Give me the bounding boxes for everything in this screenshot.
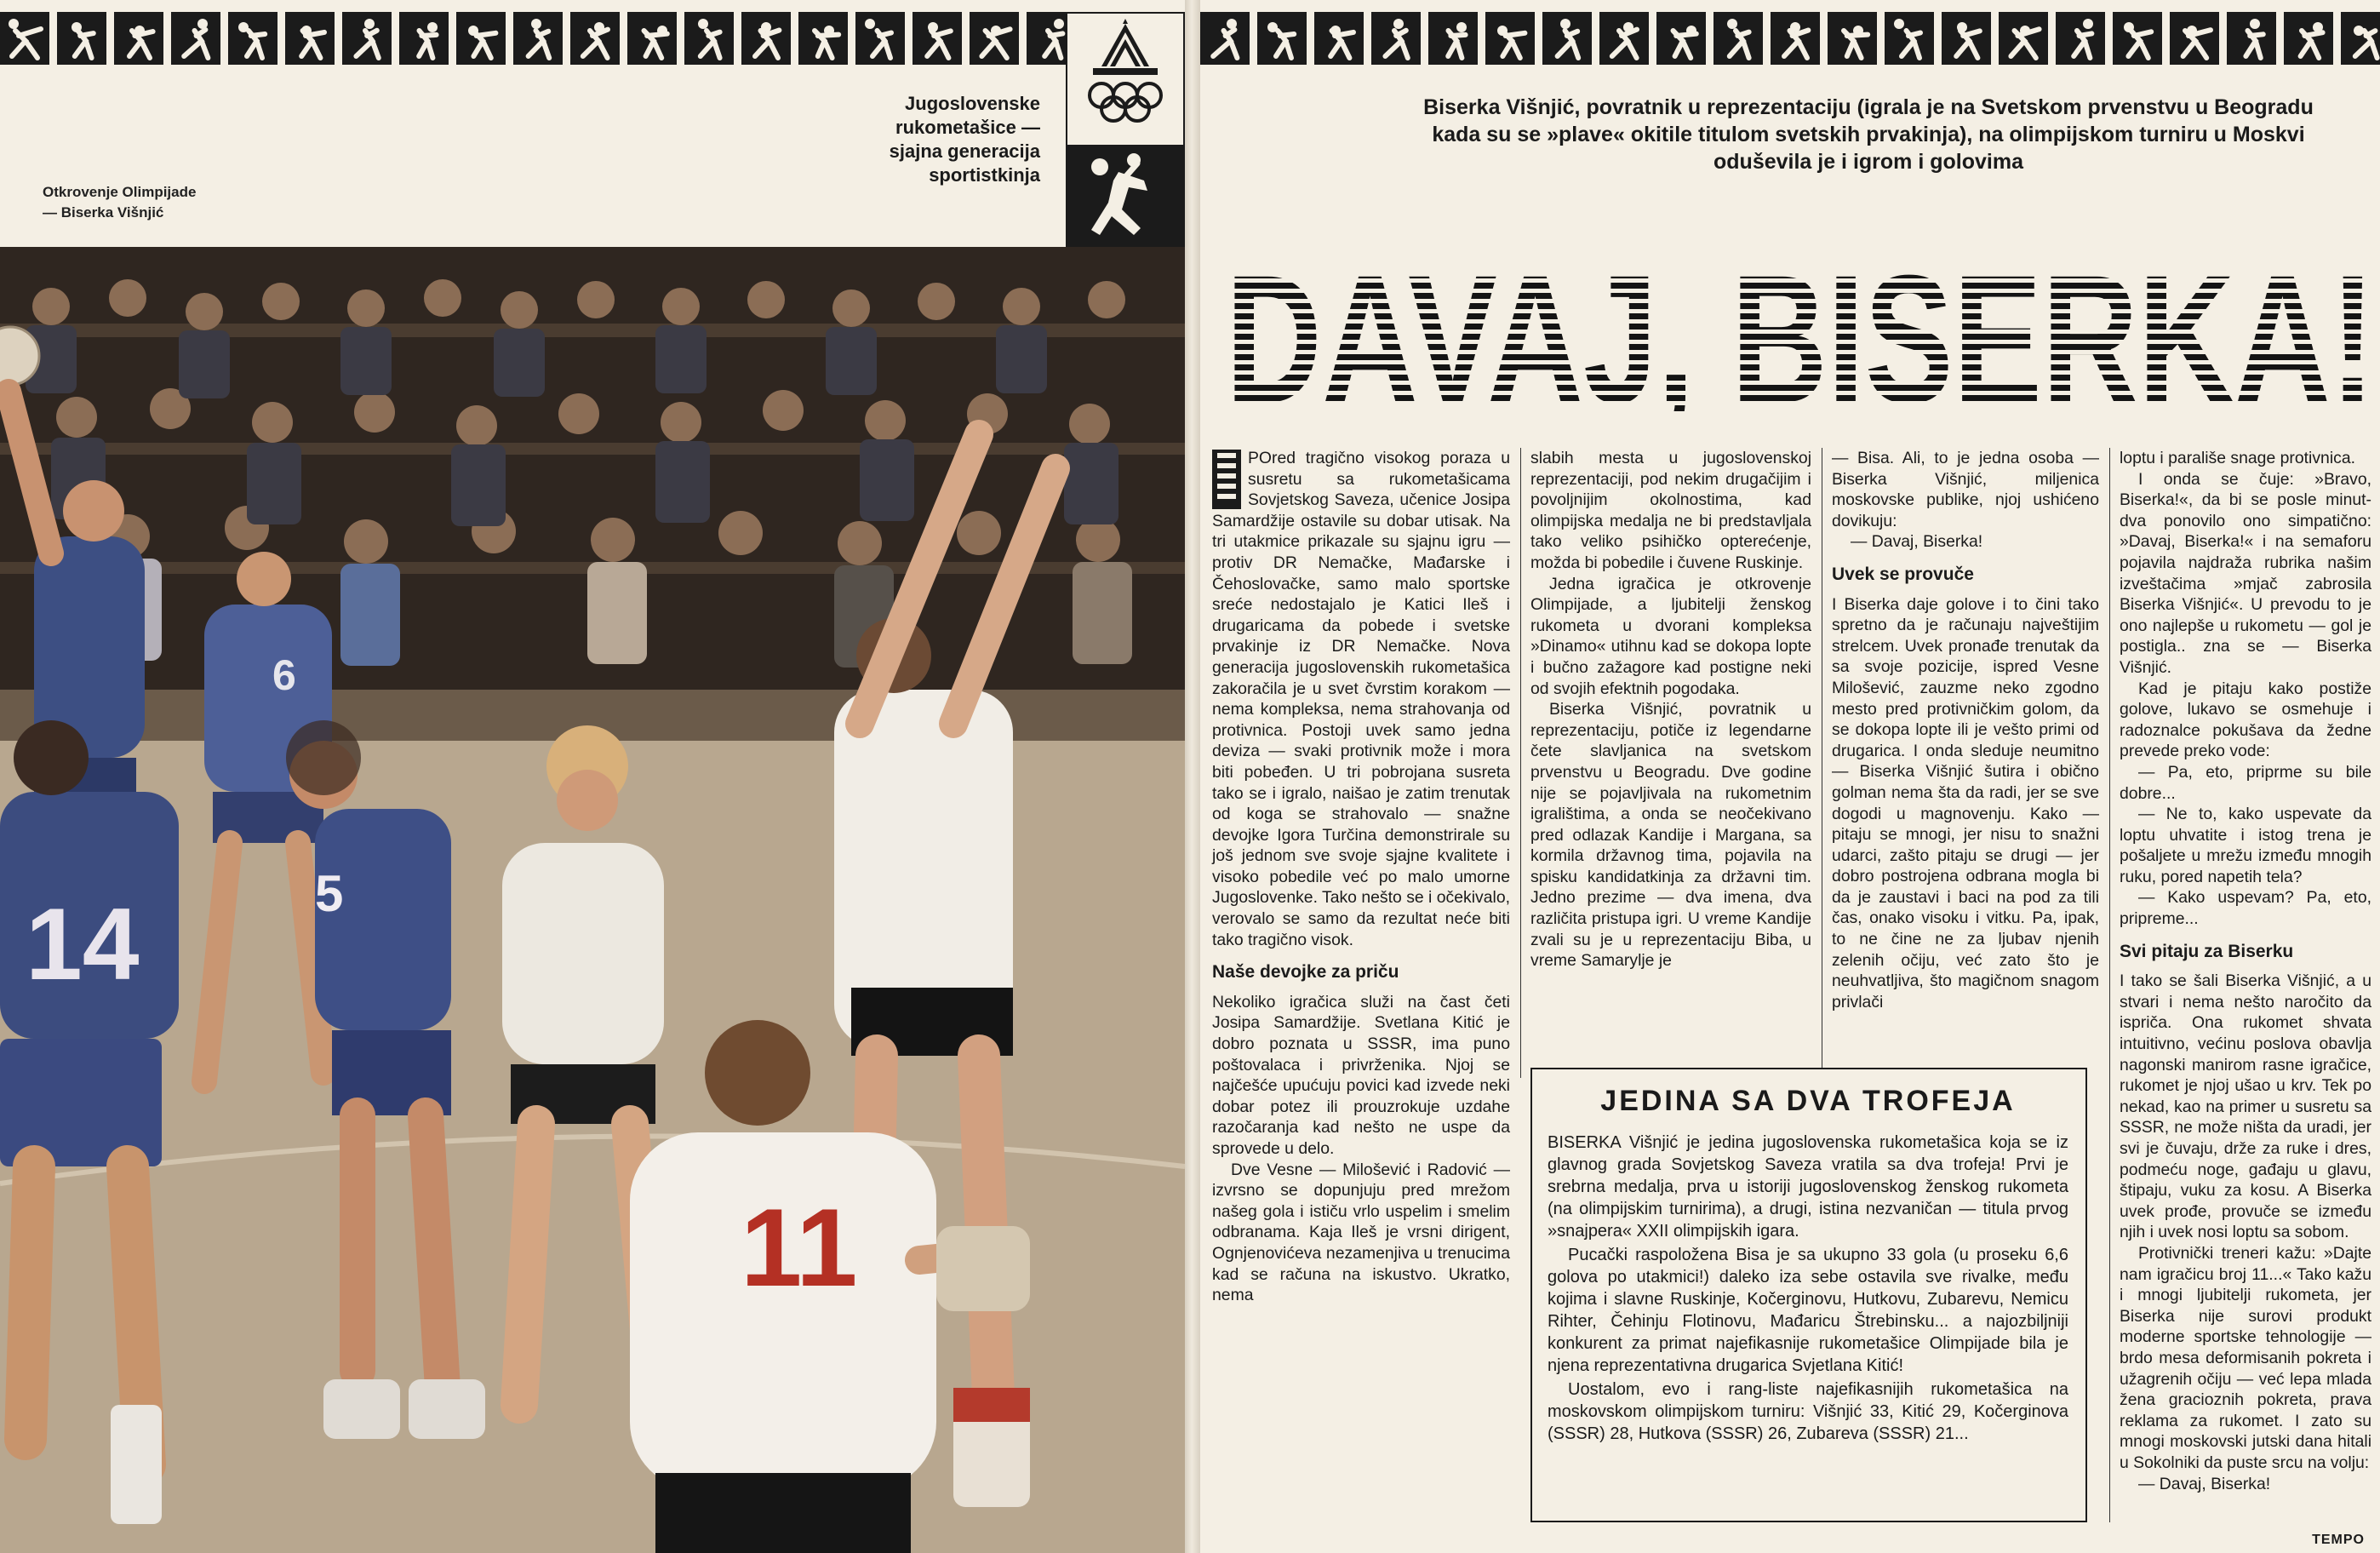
rowing-icon bbox=[570, 12, 620, 65]
shooting-icon bbox=[342, 12, 392, 65]
jersey-number: 5 bbox=[315, 865, 344, 922]
article-paragraph: — Pa, eto, priprme su bile dobre... bbox=[2120, 762, 2371, 803]
hockey-icon bbox=[684, 12, 734, 65]
sidebar-paragraph: Pucački raspoložena Bisa je sa ukupno 33 gola (u proseku 6,6 golova po utakmici!) daleko iza sebe ostavila sve rivalke, među kojima i slavne Ruskinje, Kočerginovu, Hutkovu, Zubarevu, Nemicu Rihter, Čehinju Flotinovu, Mađaricu Štrebinsku... a najozbiljniji konkurent za primat najefikasnije rukometašice Olimpijade bila je njena reprezentativna drugarica Svjetlana Kitić! bbox=[1548, 1246, 2068, 1375]
kicker-line: rukometašice — bbox=[895, 117, 1040, 138]
handball-pictogram-icon bbox=[1066, 146, 1185, 247]
judo-icon bbox=[285, 12, 335, 65]
diving-icon bbox=[741, 12, 791, 65]
football-icon bbox=[970, 12, 1019, 65]
article-lead: Biserka Višnjić, povratnik u reprezentaciju (igrala je na Svetskom prvenstvu u Beogradu kada su se »plave« okitile titulom svetskih prvakinja), na olimpijskom turniru u Moskvi oduševila je i igrom i golovima bbox=[1423, 95, 2314, 174]
diving-icon bbox=[1942, 12, 1991, 65]
olympic-emblem-column bbox=[1066, 12, 1185, 247]
article-paragraph: slabih mesta u jugoslovenskoj reprezentaciji, pod nekim drugačijim i povoljnijim okolnostima, kad olimpijska medalja ne bi predstavljala tako veliko psihičko opterećenje, možda bi pobedile i čuvene Ruskinje. bbox=[1530, 449, 1811, 572]
sidebar-box-title: JEDINA SA DVA TROFEJA bbox=[1600, 1085, 2016, 1117]
subheading: Naše devojke za priču bbox=[1212, 962, 1399, 983]
judo-icon bbox=[1485, 12, 1535, 65]
equestrian-icon bbox=[399, 12, 449, 65]
basketball-icon bbox=[855, 12, 905, 65]
basketball-icon bbox=[2056, 12, 2105, 65]
article-column-4 bbox=[2120, 448, 2371, 1494]
article-columns bbox=[1212, 448, 2380, 1538]
swimming-icon bbox=[57, 12, 106, 65]
canoe-icon bbox=[798, 12, 848, 65]
hockey-icon bbox=[1885, 12, 1934, 65]
spread-gutter bbox=[1185, 0, 1200, 1553]
weightlifting-icon bbox=[627, 12, 677, 65]
swimming-icon bbox=[2341, 12, 2380, 65]
article-paragraph: loptu i parališe snage protivnica. bbox=[2120, 449, 2356, 467]
article-paragraph: — Davaj, Biserka! bbox=[1851, 532, 1983, 552]
handball-match-photo bbox=[0, 247, 1185, 1553]
jersey-number: 6 bbox=[272, 651, 296, 699]
article-paragraph: POred tragično visokog poraza u susretu sa rukometašicama Sovjetskog Saveza, učenice Josipa Samardžije ostavile su dobar utisak. Na tri utakmice prikazale su sjajnu igru — protiv DR Nemačke, Mađarske i Čehoslovačke, samo malo sportske sreće nedostajalo je Katici Ileš i drugaricama da pobede i svetske prvakinje iz DR Nemačke. Nova generacija jugoslovenskih rukometašica zakoračila je u svet čvrstim korakom — nema kompleksa, nema strahovanja od protivnica. Postoji uvek samo jedna deviza — svaki protivnik može i mora biti pobeđen. U tri pobrojana susreta tako se i igralo, naišao je zatim trenutak od koga se strahovalo — snažne devojke Igora Turčina demonstrirale su još jednom sve svoje sjajne kvalitete i visoko pobedile već po malo umorne Jugoslovenke. Tako nešto se i očekivalo, verovalo se samo da rezultat neće biti tako tragično visok. bbox=[1212, 449, 1510, 949]
right-page bbox=[1200, 0, 2380, 1553]
jersey-number: 11 bbox=[741, 1185, 858, 1309]
wrestling-icon bbox=[0, 12, 49, 65]
article-paragraph: — Bisa. Ali, to je jedna osoba — Biserka Višnjić, miljenica moskovske publike, njoj ushićeno dovikuju: bbox=[1832, 449, 2099, 530]
fencing-icon bbox=[114, 12, 163, 65]
pentathlon-icon bbox=[2227, 12, 2276, 65]
caption-line: Otkrovenje Olimpijade bbox=[43, 184, 197, 200]
article-paragraph: Nekoliko igračica služi na čast četi Josipa Samardžije. Svetlana Kitić je dobro poznata u SSSR, ima puno poštovalaca i privrženika. Njoj se najčešće upućuju povici kad izvede neki dobar potez ili prouzrokuje uzdahe razočaranja kad nešto ne uspe da sprovede u delo. bbox=[1212, 992, 1510, 1158]
jersey-number: 14 bbox=[26, 887, 140, 1001]
sidebar-paragraph: BISERKA Višnjić je jedina jugoslovenska rukometašica koja se iz glavnog grada Sovjetskog Saveza vratila sa dva trofeja! Prvi je srebrna medalja, prva u istoriji jugoslovenskog ženskog rukometa (na olimpijskim turnirima), a drugi, istina nezvaničan — titula prvog »snajpera« XXII olimpijskih igara. bbox=[1548, 1133, 2068, 1241]
boxing-icon bbox=[1656, 12, 1706, 65]
article-paragraph: — Davaj, Biserka! bbox=[2138, 1474, 2271, 1493]
sidebar-box-body bbox=[1548, 1132, 2068, 1445]
photo-caption bbox=[43, 182, 196, 223]
gymnastics-icon bbox=[2113, 12, 2162, 65]
article-paragraph: Biserka Višnjić, povratnik u reprezentaciju, potiče iz legendarne čete slavljanica na svetskom prvenstvu u Beogradu. Dve godine nije se pojavljivala na rukometnim igralištima, a onda se neočekivano pred odlazak Kandije i Margana, sa kormila državnog tima, pojavila na spisku kandidatkinja za državni tim. Jedno prezime — dva imena, dva različita pristupa igri. U vreme Kandije zvali su je u reprezentaciju Biba, u vreme Samarylje je bbox=[1530, 700, 1811, 971]
article-paragraph: Jedna igračica je otkrovenje Olimpijade, a ljubitelji ženskog rukometa u dvorani kompleksa »Dinamo« utihnu kad se dokopa lopte i bučno zažagore kad postigne neki od svojih efektnih pogodaka. bbox=[1530, 574, 1811, 698]
cycling-icon bbox=[1428, 12, 1478, 65]
archery-icon bbox=[1713, 12, 1763, 65]
sidebar-box bbox=[1530, 1068, 2087, 1522]
section-kicker bbox=[819, 92, 1040, 187]
football-icon bbox=[2170, 12, 2219, 65]
article-column-3 bbox=[1832, 448, 2099, 1012]
equestrian-icon bbox=[1599, 12, 1649, 65]
wrestling-icon bbox=[1200, 12, 1250, 65]
moscow-olympics-emblem-icon bbox=[1066, 12, 1185, 146]
subheading: Uvek se provuče bbox=[1832, 564, 1974, 584]
canoe-icon bbox=[1999, 12, 2048, 65]
wrestling-icon bbox=[2284, 12, 2333, 65]
cycling-icon bbox=[228, 12, 277, 65]
article-paragraph: Protivnički treneri kažu: »Dajte nam igračicu broj 11...« Tako kažu i mnogi ljubitelji rukometa, jer Biserka nije surovi produkt moderne sportske tehnologije — brdo mesa deformisanih pokreta i užagrenih očiju — već lepa mlada žena gracioznih pokreta, prava reklama za rukomet. I zato su mnogi moskovski jutski dana hitali u Sokolniki da puste srcu na volju: bbox=[2120, 1243, 2371, 1472]
boxing-icon bbox=[456, 12, 506, 65]
athletics-icon bbox=[1371, 12, 1421, 65]
article-headline bbox=[1226, 252, 2380, 414]
column-divider bbox=[1520, 448, 1521, 1078]
athletics-icon bbox=[171, 12, 220, 65]
kicker-line: sportistkinja bbox=[929, 164, 1040, 186]
kicker-line: Jugoslovenske bbox=[905, 93, 1040, 114]
rowing-icon bbox=[1771, 12, 1820, 65]
subheading: Svi pitaju za Biserku bbox=[2120, 941, 2294, 961]
fencing-icon bbox=[1314, 12, 1364, 65]
sidebar-paragraph: Uostalom, evo i rang-liste najefikasnijih rukometašica na moskovskom olimpijskom turniru: Višnjić 33, Kitić 29, Kočerginova (SSSR) 28, Hutkova (SSSR) 26, Zubareva (SSSR) 21... bbox=[1548, 1380, 2068, 1443]
shooting-icon bbox=[1542, 12, 1592, 65]
article-paragraph: Dve Vesne — Milošević i Radović — izvrsno se dopunjuju pred mrežom našeg gola i ističu vrlo uspelim i smelim odbranama. Kaja Ileš je vrsni dirigent, Ognjenovićeva nezamenjiva u trenucima kad se računa na iskustvo. Ukratko, nema bbox=[1212, 1160, 1510, 1305]
weightlifting-icon bbox=[1828, 12, 1877, 65]
article-paragraph: I tako se šali Biserka Višnjić, a u stvari i nema nešto naročito da ispriča. Ona rukomet shvata intuitivno, većinu poslova obavlja nagonski manirom rasne igračice, rukomet je njoj ušao u krv. Tek po nekad, kao na primer u susretu sa SSSR, ne može ništa da uradi, jer svi je čuvaju, drže za ruke i dres, podmeću noge, gađaju u glavu, štipaju, vuku za kosu. A Biserka uvek prođe, provuče se između njih i uvek nosi loptu sa sobom. bbox=[2120, 971, 2371, 1242]
article-paragraph: — Ne to, kako uspevate da loptu uhvatite i istog trena je pošaljete u mrežu između mnogih ruku, pored napetih tela? bbox=[2120, 805, 2371, 886]
article-column-1 bbox=[1212, 448, 1510, 1306]
sport-pictogram-strip bbox=[0, 12, 1064, 65]
drop-cap-icon bbox=[1212, 450, 1241, 509]
sport-pictogram-strip bbox=[1200, 12, 2380, 65]
left-page bbox=[0, 0, 1185, 1553]
article-paragraph: Kad je pitaju kako postiže golove, lukavo se osmehuje i radoznalce pokušava da žedne prevede preko vode: bbox=[2120, 679, 2371, 761]
swimming-icon bbox=[1257, 12, 1307, 65]
caption-line: — Biserka Višnjić bbox=[43, 204, 164, 221]
magazine-footer: TEMPO bbox=[2312, 1533, 2365, 1547]
archery-icon bbox=[513, 12, 563, 65]
kicker-line: sjajna generacija bbox=[889, 140, 1040, 162]
gymnastics-icon bbox=[913, 12, 962, 65]
column-divider bbox=[2109, 448, 2110, 1522]
article-paragraph: I onda se čuje: »Bravo, Biserka!«, da bi se posle minut-dva ponovilo ono simpatično: »Davaj, Biserka!« i na semaforu pojavila najdraža rubrika našim izveštačima »mjač zabrosila Biserka Višnjić«. U prevodu to je ono najlepše u rukometu — gol je postigla.. zna se — Biserka Višnjić. bbox=[2120, 469, 2371, 677]
article-paragraph: — Kako uspevam? Pa, eto, pripreme... bbox=[2120, 888, 2371, 929]
article-paragraph: I Biserka daje golove i to čini tako spretno da je računaju najveštijim strelcem. Uvek pronađe trenutak da sa svoje pozicije, ispred Vesne Milošević, zauzme neko zgodno mesto pred protivničkim golom, da se dokopa lopte ili je vešto primi od drugarica. I onda sleduje neumitno — Biserka Višnjić šutira i obično golman nema šta da radi, jer se sve dogodi u magnovenju. Kako — pitaju se mnogi, jer nisu to snažni udarci, zašto pitaju se drugi — jer dobro postrojena odbrana mogla bi da je zaustavi i baci na pod za tili čas, onako visoku i vitku. Pa, ipak, to ne čine ne za ljubav njenih zelenih očiju, već zato što je neuhvatljiva, što magičnom snagom privlači bbox=[1832, 594, 2099, 1011]
article-column-2 bbox=[1530, 448, 1811, 971]
